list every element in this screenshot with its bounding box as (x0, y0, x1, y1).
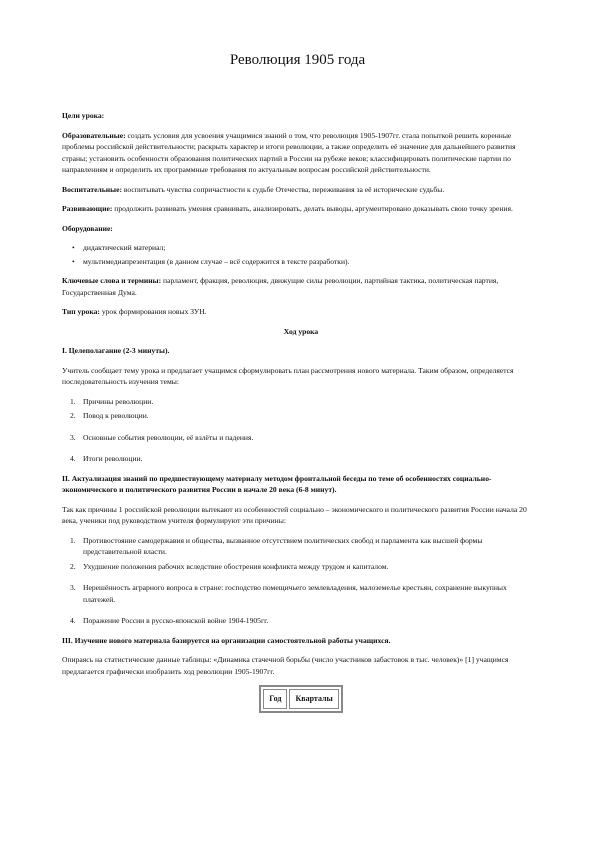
document-body (62, 110, 540, 713)
equipment-list (62, 242, 540, 267)
table-header-row (263, 689, 339, 709)
keywords: Ключевые слова и термины: парламент, фракция, революция, движущие силы революции, партийная тактика, политическая партия, Государственная Дума. (62, 276, 499, 297)
list-item: 1. Причины революции. (70, 396, 154, 406)
strike-dynamics-table (259, 685, 343, 713)
list-item: 4. Поражение России в русско-японской войне 1904-1905гг. (70, 616, 269, 625)
lesson-type: Тип урока: урок формирования новых ЗУН. (62, 307, 207, 316)
page-title: Революция 1905 года (229, 52, 366, 68)
section-2-heading: II. Актуализация знаний по предшествующему материалу методом фронтальной беседы по теме об особенностях социально-экономического и политического развития России в начале 20 века (6-8 минут). (62, 473, 492, 494)
list-item: • мультимедиапрезентация (в данном случае – всё содержится в тексте разработки). (62, 256, 540, 268)
section-1-heading: I. Целеполагание (2-3 минуты). (62, 346, 170, 355)
section-3-heading: III. Изучение нового материала базируется на организации самостоятельной работы учащихся. (62, 635, 391, 645)
course-heading: Ход урока (283, 326, 319, 336)
list-item: 1. Противостояние самодержавия и общества, вызванное отсутствием политических свобод и парламента как высшей формы представительной власти. (70, 535, 483, 556)
list-item: 3. Основные события революции, её взлёты и падения. (70, 432, 254, 442)
list-item: 4. Итоги революции. (70, 454, 143, 463)
developmental-goals: Развивающие: продолжить развивать умения сравнивать, анализировать, делать выводы, аргументировано доказывать свою точку зрения. (62, 204, 513, 213)
section-2-text: Так как причины 1 российской революции вытекают из особенностей социально – экономического и политического развития России начала 20 века, ученики под руководством учителя формулируют эти причины: (62, 504, 527, 525)
upbringing-goals: Воспитательные: воспитывать чувства сопричастности к судьбе Отечества, переживания за её исторические судьбы. (62, 184, 445, 194)
section-2-list (62, 535, 540, 627)
table-header-year: Год (263, 689, 287, 709)
list-item: 2. Повод к революции. (70, 411, 149, 420)
section-1-text: Учитель сообщает тему урока и предлагает учащимся сформулировать план рассмотрения нового материала. Таким образом, определяется последовательность изучения темы: (62, 365, 514, 386)
list-item: 2. Ухудшение положения рабочих вследствие обострения конфликта между трудом и капиталом. (70, 561, 389, 571)
equipment-heading: Оборудование: (62, 223, 113, 233)
section-1-list (62, 396, 540, 465)
list-item: 3. Нерешённость аграрного вопроса в стране: господство помещичьего землевладения, малоземелье крестьян, сохранение выкупных платежей. (70, 583, 507, 604)
section-3-text: Опираясь на статистические данные таблицы: «Динамика стачечной борьбы (число участников забастовок в тыс. человек)» [1] учащимся предлагается графически изобразить ход революции 1905-1907гг. (62, 655, 509, 676)
goals-heading: Цели урока: (62, 111, 105, 120)
list-item: • дидактический материал; (62, 242, 540, 254)
educational-goals: Образовательные: создать условия для усвоения учащимися знаний о том, что революция 1905-1907гг. стала попыткой решить коренные проблемы российской действительности; раскрыть характер и итоги революции, а также определить её значение для дальнейшего развития страны; установить особенности образования политических партий в России на рубеже веков; классифицировать политические партии по направлениям и определить их программные требования по актуальным вопросам российской действительности. (62, 130, 516, 174)
table-header-quarters: Кварталы (289, 689, 338, 709)
